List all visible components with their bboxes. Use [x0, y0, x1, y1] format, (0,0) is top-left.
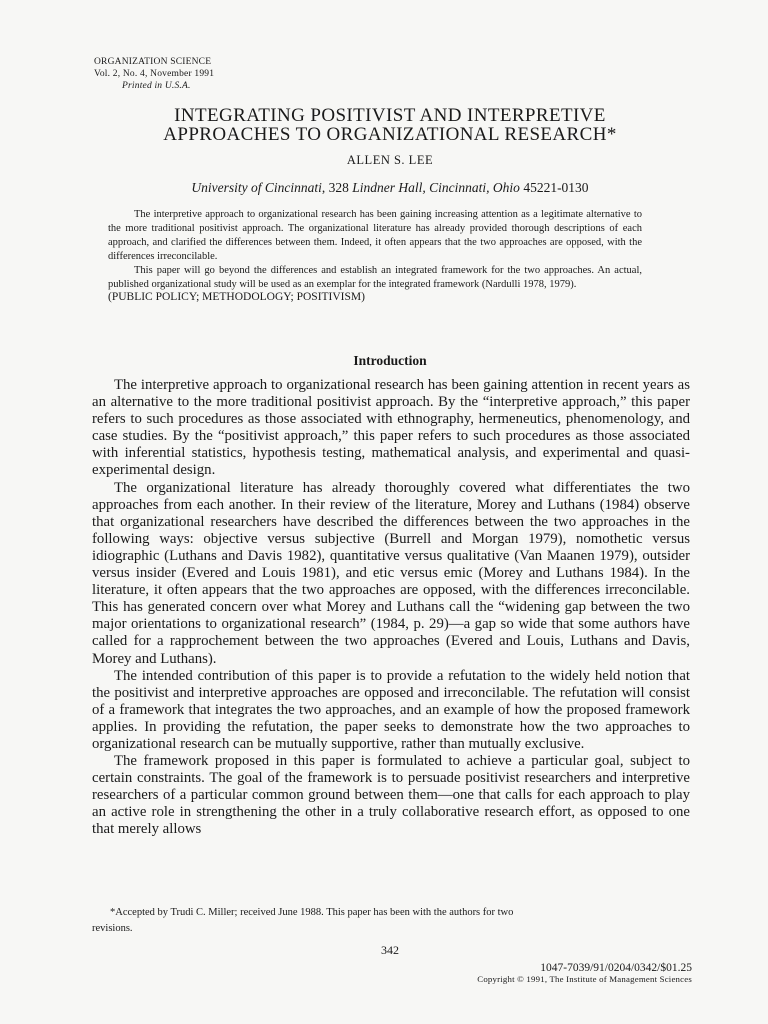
copyright-notice: Copyright © 1991, The Institute of Management Sciences: [477, 974, 692, 984]
footnote: [92, 905, 690, 937]
printed-location: Printed in U.S.A.: [122, 81, 191, 91]
journal-header: [94, 56, 214, 92]
abstract: [108, 208, 642, 305]
affiliation-university: University of Cincinnati: [191, 180, 322, 195]
page-number: 342: [381, 943, 399, 957]
footnote-text: *Accepted by Trudi C. Miller; received June 1988. This paper has been with the authors for two: [110, 907, 514, 918]
author-affiliation: [90, 180, 690, 196]
body-paragraph: The intended contribution of this paper is to provide a refutation to the widely held notion that the positivist and interpretive approaches are opposed and irreconcilable. The refutation will consist of a framework that integrates the two approaches, and an example of how the proposed framework applies. In providing the refutation, the paper seeks to demonstrate how the two approaches to organizational research can be mutually supportive, rather than mutually exclusive.: [92, 667, 690, 752]
journal-issue: Vol. 2, No. 4, November 1991: [94, 69, 215, 79]
affiliation-hall: Lindner Hall, Cincinnati, Ohio: [352, 180, 520, 195]
footnote-text-continued: revisions.: [92, 923, 133, 934]
body-paragraph: The interpretive approach to organizational research has been gaining attention in recent years as an alternative to the more traditional positivist approach. By the “interpretive approach,” this paper refers to such procedures as those associated with ethnography, hermeneutics, phenomenology, and case studies. By the “positivist approach,” this paper refers to such procedures as those associated with inferential statistics, hypothesis testing, mathematical analysis, and experimental and quasi-experimental design.: [92, 377, 690, 479]
body-paragraph: The framework proposed in this paper is formulated to achieve a particular goal, subject to certain constraints. The goal of the framework is to persuade positivist researchers and interpretive researchers of a particular common ground between them—one that calls for each approach to play an active role in strengthening the other in a truly collaborative research effort, as opposed to one that merely allows: [92, 753, 690, 838]
body-paragraph: The organizational literature has already thoroughly covered what differentiates the two approaches from each another. In their review of the literature, Morey and Luthans (1984) observe that organizational researchers have described the differences between the two approaches in the following ways: objective versus subjective (Burrell and Morgan 1979), nomothetic versus idiographic (Luthans and Davis 1982), quantitative versus qualitative (Van Maanen 1979), outsider versus insider (Evered and Louis 1981), and etic versus emic (Morey and Luthans 1984). In the literature, it often appears that the two approaches are opposed, with the differences irreconcilable. This has generated concern over what Morey and Luthans call the “widening gap between the two major orientations to organizational research” (1984, p. 29)—a gap so wide that some authors have called for a rapprochement between the two approaches (Evered and Louis, Luthans and Davis, Morey and Luthans).: [92, 479, 690, 667]
paper-title: [90, 106, 690, 144]
abstract-paragraph: This paper will go beyond the differences and establish an integrated framework for the two approaches. An actual, published organizational study will be used as an exemplar for the integrated framework (Nardulli 1978, 1979).: [108, 264, 642, 290]
issn-code: 1047-7039/91/0204/0342/$01.25: [540, 962, 692, 974]
author-name: ALLEN S. LEE: [346, 153, 434, 167]
title-line-1: INTEGRATING POSITIVIST AND INTERPRETIVE: [174, 105, 606, 126]
abstract-keywords: (PUBLIC POLICY; METHODOLOGY; POSITIVISM): [108, 291, 365, 304]
title-line-2: APPROACHES TO ORGANIZATIONAL RESEARCH*: [163, 124, 617, 145]
abstract-paragraph: The interpretive approach to organizational research has been gaining increasing attention as a legitimate alternative to the more traditional positivist approach. The organizational literature has already provided thorough descriptions of each approach, and clarified the differences between them. Indeed, it often appears that the two approaches are opposed, with the differences irreconcilable.: [108, 209, 642, 262]
journal-name: ORGANIZATION SCIENCE: [94, 57, 212, 67]
affiliation-zip: 45221-0130: [519, 180, 589, 195]
section-heading: Introduction: [353, 353, 427, 368]
affiliation-number: , 328: [321, 180, 353, 195]
body-text: [92, 377, 690, 839]
